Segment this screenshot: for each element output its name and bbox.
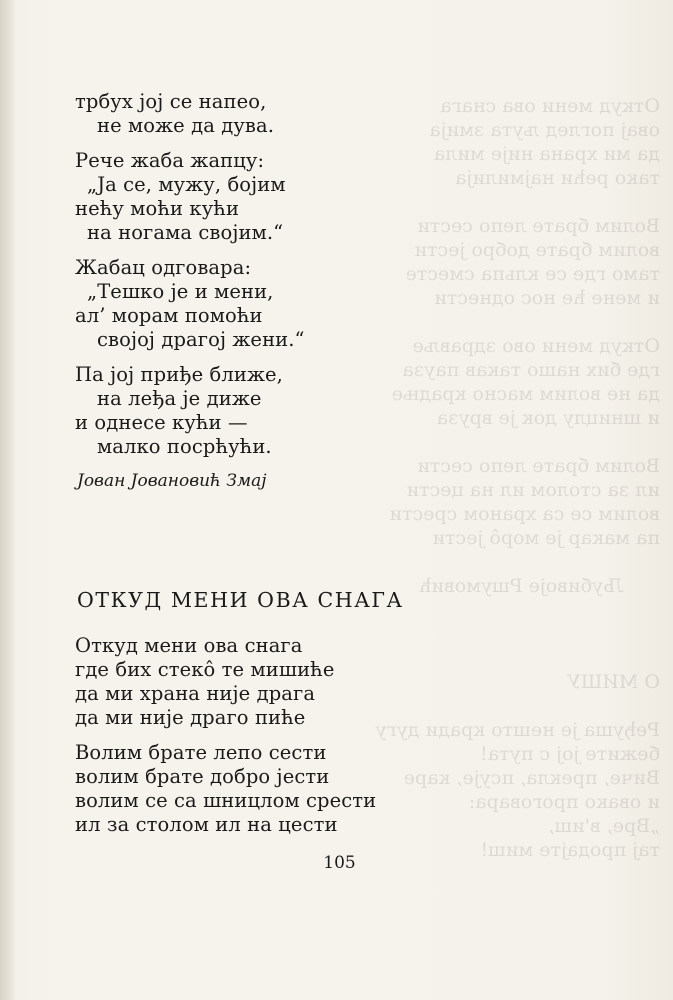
- verse-line: Па јој приђе ближе,: [75, 363, 283, 386]
- verse-line: на ногама својим.“: [87, 221, 284, 244]
- verse-line: ал’ морам помоћи: [75, 304, 263, 327]
- verse-line: на леђа је диже: [97, 387, 262, 410]
- verse-line: својој драгој жени.“: [97, 328, 305, 351]
- verse-line: и однесе кући —: [75, 411, 248, 434]
- verse-line: Жабац одговара:: [75, 256, 252, 279]
- verse-line: Откуд мени ова снага: [75, 634, 303, 657]
- poem1-stanza-1: [75, 90, 495, 138]
- verse-line: да ми храна није драга: [75, 682, 316, 705]
- poem1-stanza-2: [75, 149, 495, 245]
- verse-line: трбух јој се напео,: [75, 90, 267, 113]
- binding-edge: [0, 0, 14, 1000]
- verse-line: где бих стекô те мишиће: [75, 658, 335, 681]
- verse-line: „Тешко је и мени,: [87, 280, 274, 303]
- verse-line: малко посрћући.: [97, 435, 272, 458]
- poem2-stanza-1: [75, 634, 495, 730]
- verse-line: „Ја се, мужу, бојим: [87, 173, 286, 196]
- verse-line: не може да дува.: [97, 114, 275, 137]
- poem-content: [75, 90, 495, 848]
- verse-line: Рече жаба жапцу:: [75, 149, 265, 172]
- verse-line: волим брате добро јести: [75, 765, 330, 788]
- page-number: 105: [323, 853, 356, 873]
- verse-line: да ми није драго пиће: [75, 706, 306, 729]
- verse-line: Волим брате лепо сести: [75, 741, 327, 764]
- verse-line: ил за столом ил на цести: [75, 813, 338, 836]
- poem-title: ОТКУД МЕНИ ОВА СНАГА: [77, 588, 404, 612]
- poem1-stanza-4: [75, 363, 495, 459]
- poem1-stanza-3: [75, 256, 495, 352]
- verse-line: нећу моћи кући: [75, 197, 240, 220]
- verse-line: волим се са шницлом срести: [75, 789, 377, 812]
- poem-author: Јован Јовановић Змај: [77, 471, 267, 491]
- bleed-through-text: Откуд мени ова снага овај поглед љута змија да ми храна није мила тако рећи најмилија Волим брате лепо сести волим брате добро јести тамо где се кльпа сместе и мене ће нос однести Откуд мени ово здравље где бих нашо такав пауза да не волим масно крадње и шницлу док је вруза Волим брате лепо сести ил за столом ил на цести волим се са храном срести па макар је морô јести Љубивоје Ршумовић О МИШУ Ређуша је нешто кради дугу бежите јој с пута! Виче, прекла, псује, каре и овако проговара: „Вре, в'иш, тај продајте миш!: [375, 95, 660, 861]
- poem2-stanza-2: [75, 741, 495, 837]
